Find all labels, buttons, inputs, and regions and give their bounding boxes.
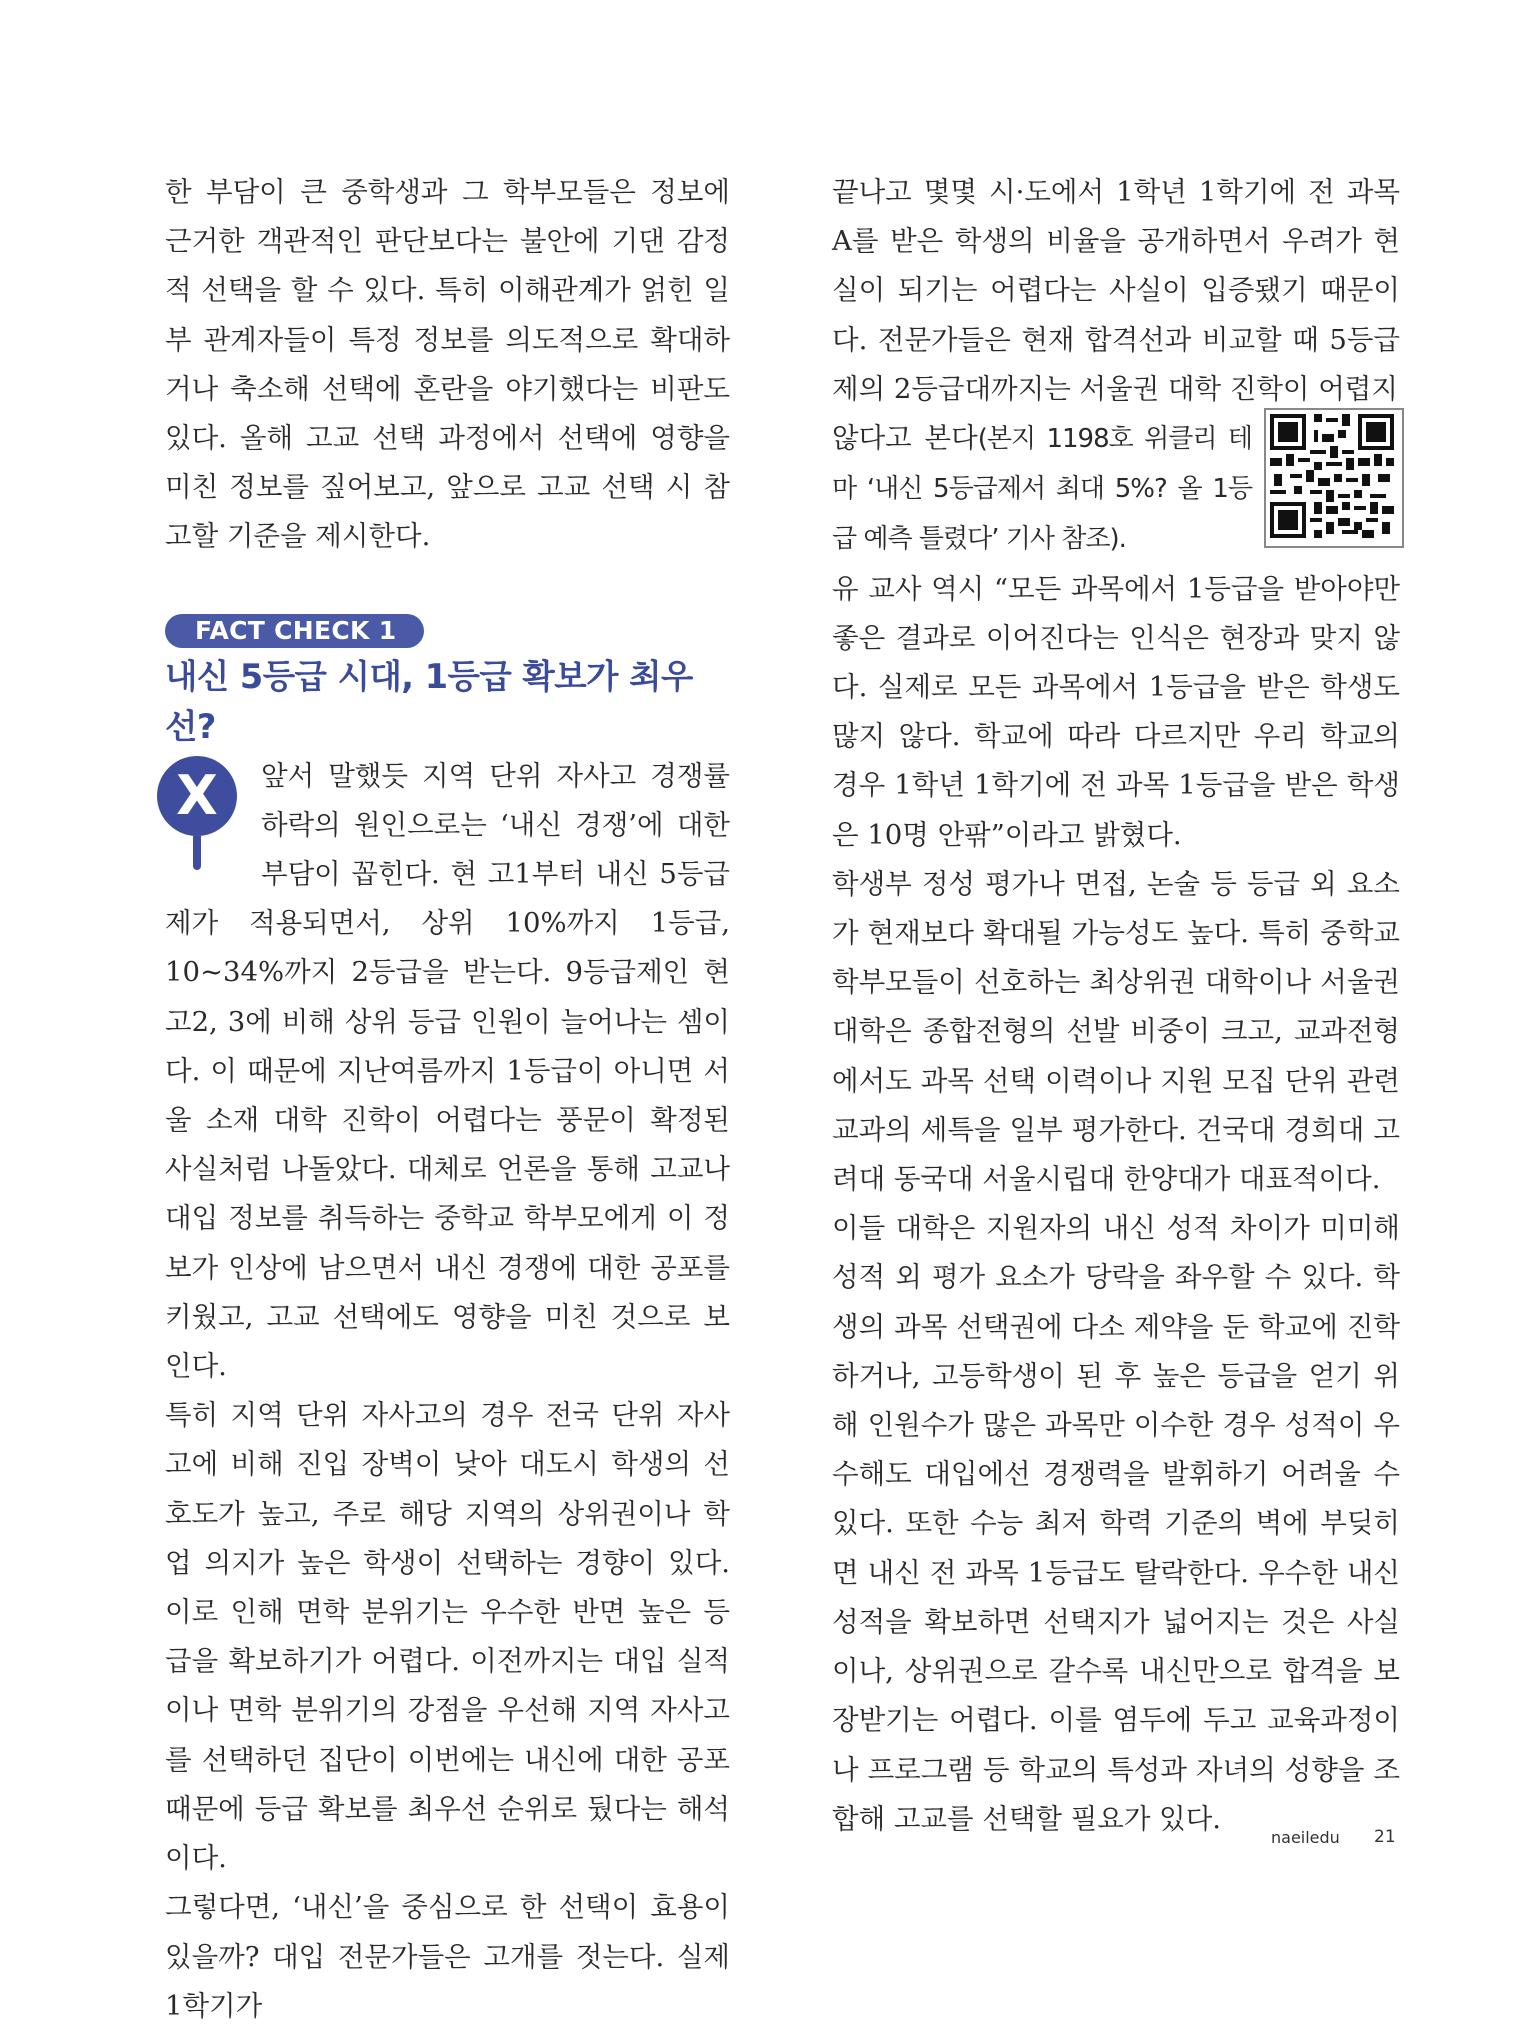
fact-check-body	[165, 752, 730, 2031]
right-paragraph-1-main: 끝나고 몇몇 시·도에서 1학년 1학기에 전 과목 A를 받은 학생의 비율을 공개하면서 우려가 현실이 되기는 어렵다는 사실이 입증됐기 때문이다. 전문가들은 현재 합격선과 비교할 때 5등급제의 2등급대까지는 서울권 대학 진학이 어렵지	[832, 176, 1400, 405]
right-paragraph-1	[832, 168, 1400, 414]
right-paragraph-1-cont: 않다고 본다	[832, 422, 978, 455]
section-headline: 내신 5등급 시대, 1등급 확보가 최우선?	[165, 656, 693, 746]
fact-check-badge: FACT CHECK 1	[165, 614, 424, 648]
qr-code-icon	[1264, 408, 1404, 548]
verdict-x-icon	[157, 756, 257, 896]
right-column	[832, 168, 1400, 1844]
left-column	[165, 168, 730, 2031]
footer-brand: naeiledu	[1271, 1828, 1340, 1847]
right-paragraph-4: 이들 대학은 지원자의 내신 성적 차이가 미미해 성적 외 평가 요소가 당락을 좌우할 수 있다. 학생의 과목 선택권에 다소 제약을 둔 학교에 진학하거나, 고등학생이 된 후 높은 등급을 얻기 위해 인원수가 많은 과목만 이수한 경우 성적이 우수해도 대입에선 경쟁력을 발휘하기 어려울 수 있다. 또한 수능 최저 학력 기준의 벽에 부딪히면 내신 전 과목 1등급도 탈락한다. 우수한 내신 성적을 확보하면 선택지가 넓어지는 것은 사실이나, 상위권으로 갈수록 내신만으로 합격을 보장받기는 어렵다. 이를 염두에 두고 교육과정이나 프로그램 등 학교의 특성과 자녀의 성향을 조합해 고교를 선택할 필요가 있다.	[832, 1212, 1400, 1835]
body-paragraph-3: 그렇다면, ‘내신’을 중심으로 한 선택이 효용이 있을까? 대입 전문가들은 고개를 젓는다. 실제 1학기가	[165, 1891, 730, 2022]
right-paragraph-2: 유 교사 역시 “모든 과목에서 1등급을 받아야만 좋은 결과로 이어진다는 인식은 현장과 맞지 않다. 실제로 모든 과목에서 1등급을 받은 학생도 많지 않다. 학교에 따라 다르지만 우리 학교의 경우 1학년 1학기에 전 과목 1등급을 받은 학생은 10명 안팎”이라고 밝혔다.	[832, 572, 1400, 851]
intro-paragraph: 한 부담이 큰 중학생과 그 학부모들은 정보에 근거한 객관적인 판단보다는 불안에 기댄 감정적 선택을 할 수 있다. 특히 이해관계가 얽힌 일부 관계자들이 특정 정보를 의도적으로 확대하거나 축소해 선택에 혼란을 야기했다는 비판도 있다. 올해 고교 선택 과정에서 선택에 영향을 미친 정보를 짚어보고, 앞으로 고교 선택 시 참고할 기준을 제시한다.	[165, 176, 730, 553]
verdict-pin-stem	[193, 836, 201, 870]
verdict-x-mark: X	[157, 756, 237, 836]
body-paragraph-1: 앞서 말했듯 지역 단위 자사고 경쟁률 하락의 원인으로는 ‘내신 경쟁’에 대한 부담이 꼽힌다. 현 고1부터 내신 5등급제가 적용되면서, 상위 10%까지 1등급, 10~34%까지 2등급을 받는다. 9등급제인 현 고2, 3에 비해 상위 등급 인원이 늘어나는 셈이다. 이 때문에 지난여름까지 1등급이 아니면 서울 소재 대학 진학이 어렵다는 풍문이 확정된 사실처럼 나돌았다. 대체로 언론을 통해 고교나 대입 정보를 취득하는 중학교 학부모에게 이 정보가 인상에 남으면서 내신 경쟁에 대한 공포를 키웠고, 고교 선택에도 영향을 미친 것으로 보인다.	[165, 759, 730, 1383]
section-gap	[165, 562, 730, 614]
body-paragraph-2: 특히 지역 단위 자사고의 경우 전국 단위 자사고에 비해 진입 장벽이 낮아 대도시 학생의 선호도가 높고, 주로 해당 지역의 상위권이나 학업 의지가 높은 학생이 선택하는 경향이 있다. 이로 인해 면학 분위기는 우수한 반면 높은 등급을 확보하기가 어렵다. 이전까지는 대입 실적이나 면학 분위기의 강점을 우선해 지역 자사고를 선택하던 집단이 이번에는 내신에 대한 공포 때문에 등급 확보를 최우선 순위로 뒀다는 해석이다.	[165, 1399, 730, 1875]
page-number: 21	[1374, 1827, 1396, 1847]
fact-check-badge-row	[165, 614, 730, 648]
reference-note: (본지 1198호 위클리 테마 ‘내신 5등급제서 최대 5%? 올 1등급 예측 틀렸다’ 기사 참조).	[832, 424, 1252, 555]
right-paragraph-1-continued	[832, 414, 1252, 565]
right-paragraph-3: 학생부 정성 평가나 면접, 논술 등 등급 외 요소가 현재보다 확대될 가능성도 높다. 특히 중학교 학부모들이 선호하는 최상위권 대학이나 서울권 대학은 종합전형의 선발 비중이 크고, 교과전형에서도 과목 선택 이력이나 지원 모집 단위 관련 교과의 세특을 일부 평가한다. 건국대 경희대 고려대 동국대 서울시립대 한양대가 대표적이다.	[832, 867, 1400, 1196]
